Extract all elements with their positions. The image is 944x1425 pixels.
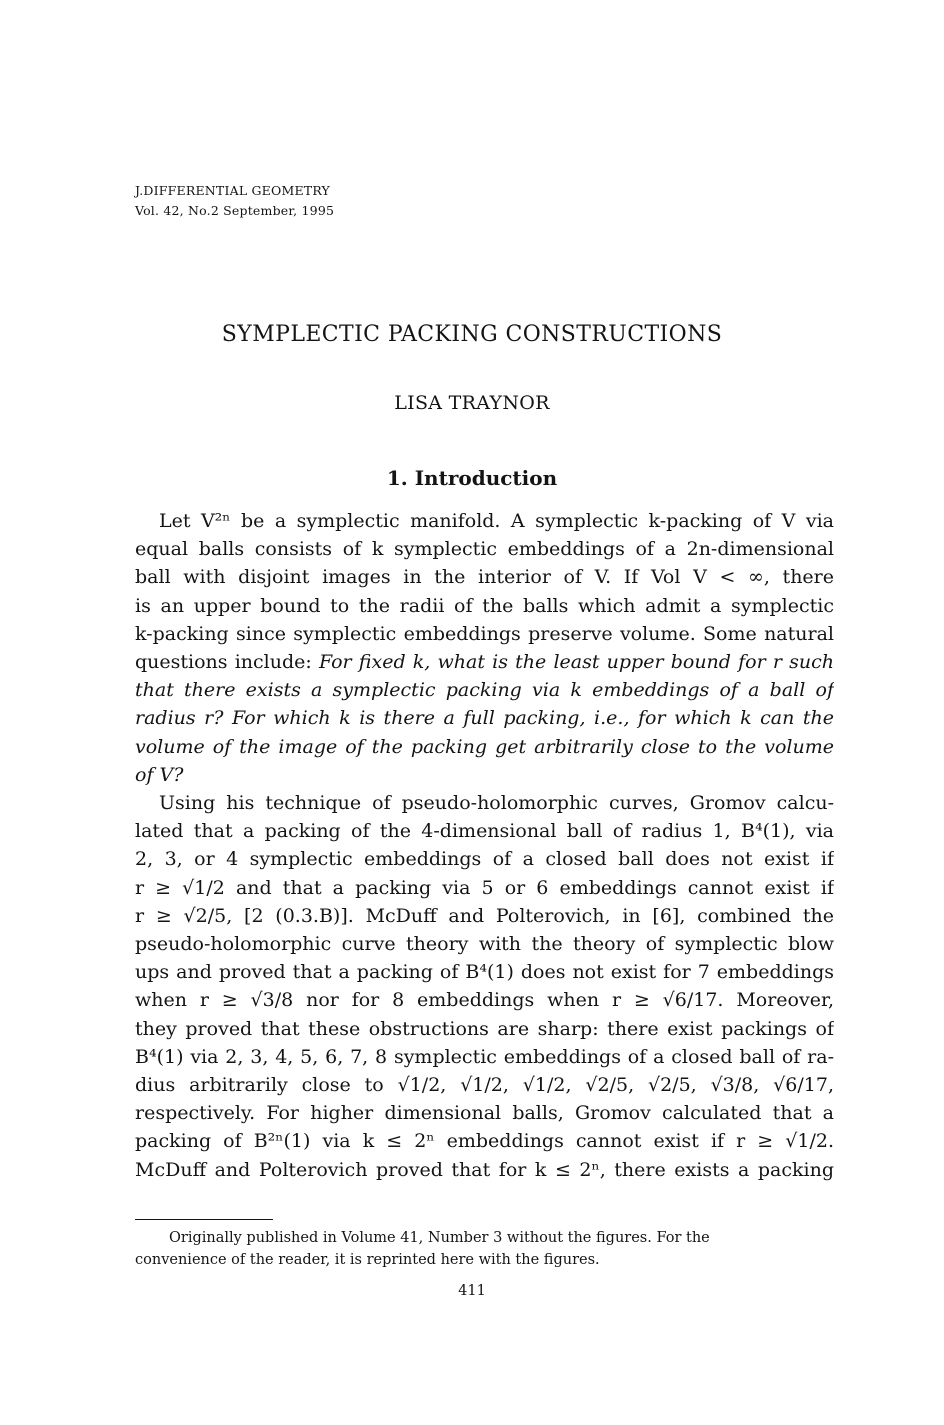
body-line: volume of the image of the packing get arbitrarily close to the volume (135, 735, 834, 758)
body-line: dius arbitrarily close to √1/2, √1/2, √1/2, √2/5, √2/5, √3/8, √6/17, (135, 1074, 834, 1097)
body-line: equal balls consists of k symplectic embeddings of a 2n-dimensional (135, 538, 834, 561)
body-line: Let V²ⁿ be a symplectic manifold. A symplectic k-packing of V via (159, 510, 834, 532)
journal-issue: Vol. 42, No.2 September, 1995 (135, 203, 335, 218)
body-line: k-packing since symplectic embeddings preserve volume. Some natural (135, 622, 834, 645)
footnote-line: convenience of the reader, it is reprinted here with the figures. (135, 1252, 600, 1268)
body-line: pseudo-holomorphic curve theory with the theory of symplectic blow (135, 933, 834, 956)
body-line: questions include: For fixed k, what is the least upper bound for r such (135, 651, 834, 674)
section-heading: 1. Introduction (386, 466, 558, 490)
body-line: r ≥ √2/5, [2 (0.3.B)]. McDuff and Polterovich, in [6], combined the (135, 904, 834, 927)
page-number: 411 (458, 1283, 486, 1299)
body-line: packing of B²ⁿ(1) via k ≤ 2ⁿ embeddings cannot exist if r ≥ √1/2. (135, 1130, 834, 1153)
footnote-line: Originally published in Volume 41, Number 3 without the figures. For the (169, 1230, 710, 1246)
paper-author: LISA TRAYNOR (394, 392, 550, 414)
body-line: when r ≥ √3/8 nor for 8 embeddings when r ≥ √6/17. Moreover, (135, 989, 834, 1012)
body-line: they proved that these obstructions are sharp: there exist packings of (135, 1017, 834, 1040)
body-line: B⁴(1) via 2, 3, 4, 5, 6, 7, 8 symplectic embeddings of a closed ball of ra- (135, 1045, 834, 1068)
journal-name: J.DIFFERENTIAL GEOMETRY (135, 183, 330, 198)
journal-header (135, 181, 334, 221)
footnote (135, 1227, 834, 1271)
body-text (135, 507, 834, 1184)
body-line: respectively. For higher dimensional balls, Gromov calculated that a (135, 1102, 834, 1125)
body-line: McDuff and Polterovich proved that for k ≤ 2ⁿ, there exists a packing (135, 1158, 834, 1181)
body-line: lated that a packing of the 4-dimensional ball of radius 1, B⁴(1), via (135, 820, 834, 843)
body-line: of V? (135, 763, 184, 786)
body-line: is an upper bound to the radii of the balls which admit a symplectic (135, 594, 834, 617)
body-line: ups and proved that a packing of B⁴(1) does not exist for 7 embeddings (135, 961, 834, 984)
body-line: r ≥ √1/2 and that a packing via 5 or 6 embeddings cannot exist if (135, 876, 834, 899)
body-line: that there exists a symplectic packing via k embeddings of a ball of (135, 679, 834, 702)
italic-question: For fixed k, what is the least upper bound for r such (318, 651, 834, 674)
body-line: ball with disjoint images in the interior of V. If Vol V < ∞, there (135, 566, 834, 589)
body-line: radius r? For which k is there a full packing, i.e., for which k can the (135, 707, 834, 730)
body-line: Using his technique of pseudo-holomorphic curves, Gromov calcu- (159, 792, 834, 815)
footnote-rule (135, 1219, 273, 1220)
paper-title: SYMPLECTIC PACKING CONSTRUCTIONS (221, 322, 723, 347)
body-line: 2, 3, or 4 symplectic embeddings of a closed ball does not exist if (135, 848, 834, 871)
